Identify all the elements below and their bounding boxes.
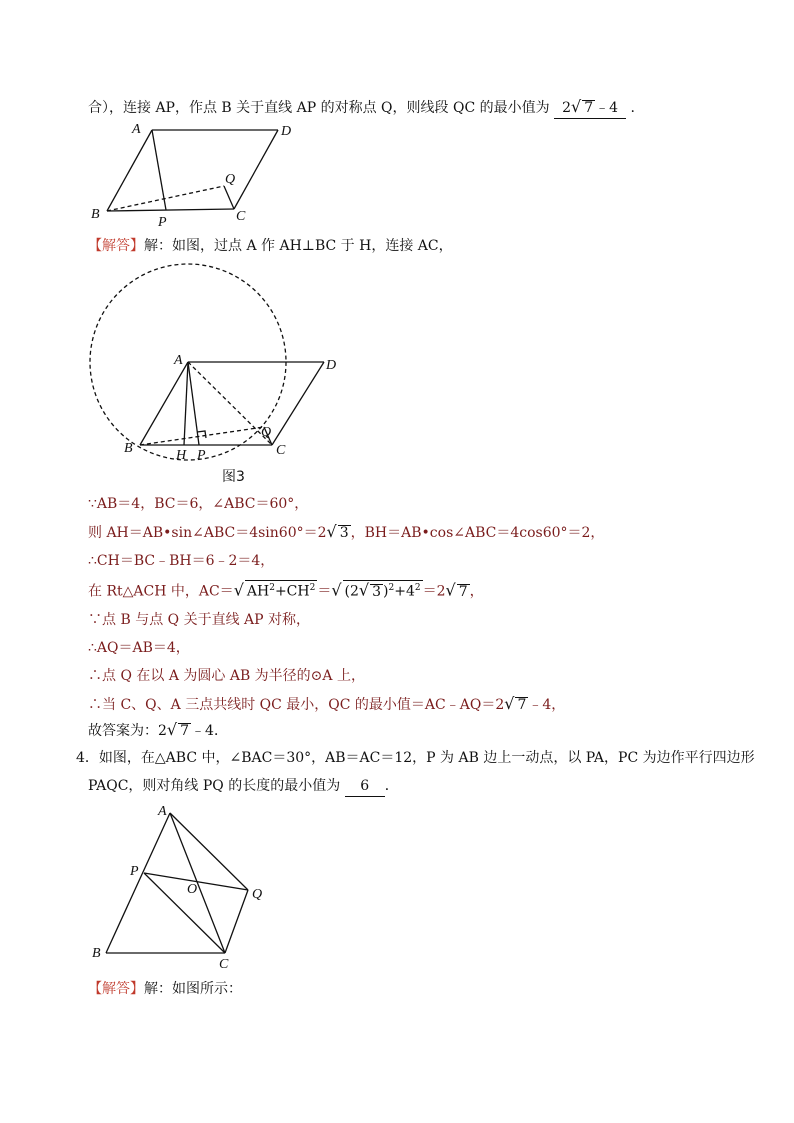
fig1-label-P: P: [158, 215, 167, 230]
fig3-label-C: C: [219, 957, 229, 972]
step-symmetry: ∵点 B 与点 Q 关于直线 AP 对称，: [88, 612, 310, 628]
fig3-label-Q: Q: [252, 887, 263, 902]
fig2-label-H: H: [176, 448, 187, 463]
q4-answer-blank: 6: [345, 776, 385, 797]
fig2-label-D: D: [326, 358, 337, 373]
solution2-tag: 【解答】: [88, 981, 144, 997]
fig3-label-A: A: [158, 804, 167, 819]
step-given: ∵AB＝4，BC＝6，∠ABC＝60°，: [88, 496, 309, 512]
step-min: ∴当 C、Q、A 三点共线时 QC 最小，QC 的最小值＝AC﹣AQ＝2√ 7 ﹣4，: [88, 694, 566, 713]
fig2-label-B: B: [124, 441, 133, 456]
problem-line-1: 合），连接 AP，作点 B 关于直线 AP 的对称点 Q，则线段 QC 的最小值为 2√ 7 ﹣4 .: [88, 97, 635, 119]
fig3-label-O: O: [187, 882, 198, 897]
fig3-label-P: P: [130, 864, 139, 879]
fig2-label-A: A: [174, 353, 183, 368]
problem-text: 合），连接 AP，作点 B 关于直线 AP 的对称点 Q，则线段 QC 的最小值为: [88, 100, 550, 116]
fig1-label-Q: Q: [225, 172, 236, 187]
solution-header: 【解答】解：如图，过点 A 作 AH⊥BC 于 H，连接 AC，: [88, 238, 453, 254]
q4-line-1: 4．如图，在△ABC 中，∠BAC＝30°，AB＝AC＝12，P 为 AB 边上一动点，以 PA，PC 为边作平行四边形: [76, 750, 755, 766]
step-answer: 故答案为：2√ 7 ﹣4．: [88, 720, 228, 739]
step-aq: ∴AQ＝AB＝4，: [88, 640, 190, 656]
step-circle: ∴点 Q 在以 A 为圆心 AB 为半径的⊙A 上，: [88, 668, 365, 684]
answer-blank: 2√ 7 ﹣4: [554, 97, 626, 119]
fig1-label-D: D: [281, 124, 292, 139]
fig2-label-C: C: [276, 443, 286, 458]
sqrt-numeric: (2√ 3 )$^2+4^2$: [344, 580, 421, 600]
fig1-label-C: C: [236, 209, 246, 224]
q4-line-2: PAQC，则对角线 PQ 的长度的最小值为 6 ．: [88, 776, 399, 797]
figure-caption: 图3: [222, 469, 245, 485]
sqrt-ah-ch: $AH^2+CH^2$: [245, 580, 317, 599]
solution-tag: 【解答】: [88, 238, 144, 254]
fig1-label-B: B: [91, 207, 100, 222]
fig2-label-Q: Q: [261, 425, 272, 440]
step-ch: ∴CH＝BC﹣BH＝6﹣2＝4，: [88, 553, 275, 569]
step-ah-bh: 则 AH＝AB•sin∠ABC＝4sin60°＝2√ 3 ，BH＝AB•cos∠ABC＝4cos60°＝2，: [88, 522, 605, 541]
step-ac: 在 Rt△ACH 中，AC＝√ $AH^2+CH^2$ ＝√ (2√ 3 )$^2+4^2 =2√$ 7 ，: [88, 580, 484, 600]
solution2-header: 【解答】解：如图所示：: [88, 981, 242, 997]
fig2-label-P: P: [197, 448, 206, 463]
fig3-label-B: B: [92, 946, 101, 961]
fig1-label-A: A: [132, 122, 141, 137]
